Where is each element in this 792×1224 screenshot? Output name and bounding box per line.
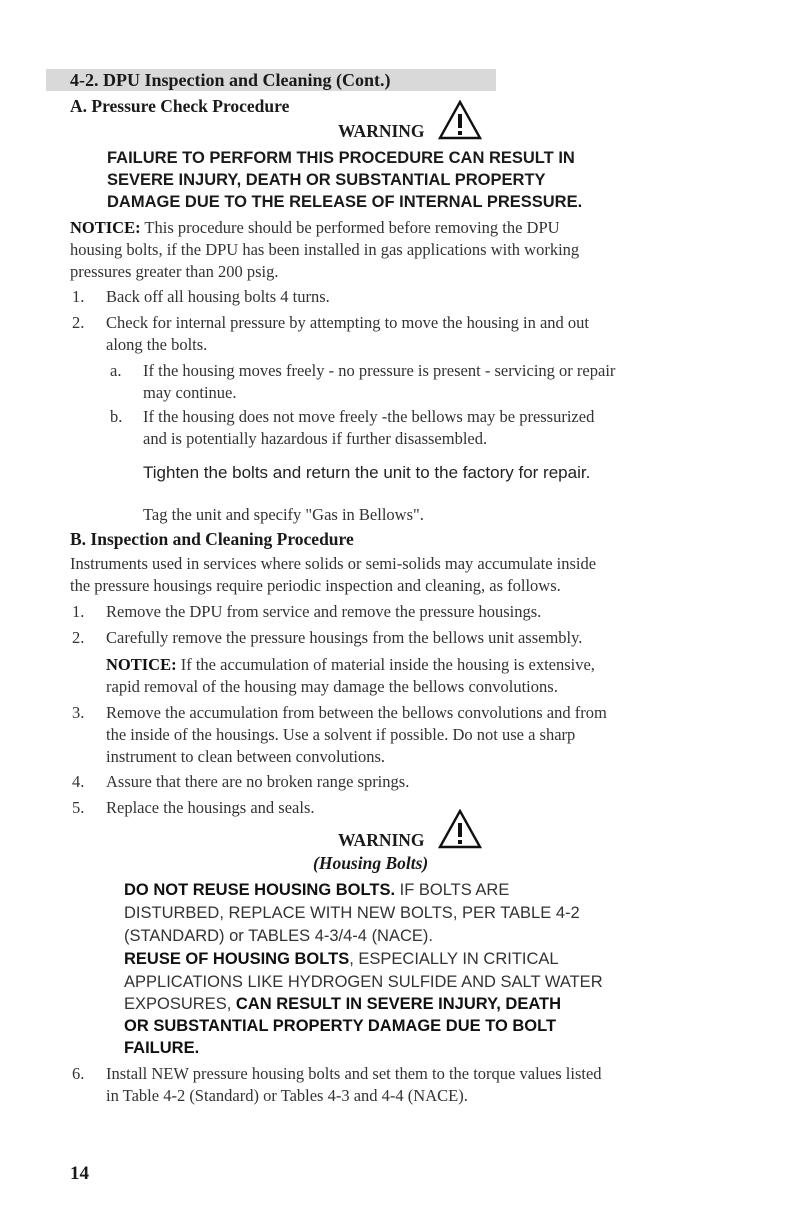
step-b2-number: 2.: [72, 628, 85, 647]
step-b3-text-1: Remove the accumulation from between the bellows convolutions and from: [106, 703, 607, 722]
notice-a-line-1: This procedure should be performed before removing the DPU: [140, 218, 560, 237]
warning-a-line-1: FAILURE TO PERFORM THIS PROCEDURE CAN RESULT IN: [107, 149, 575, 167]
notice-a-line-3: pressures greater than 200 psig.: [70, 262, 279, 281]
step-b4-text: Assure that there are no broken range springs.: [106, 772, 410, 791]
notice-b-line-1: If the accumulation of material inside the housing is extensive,: [176, 655, 595, 674]
warning-label-a: WARNING: [338, 121, 425, 141]
step-a2-text-2: along the bolts.: [106, 335, 208, 354]
part-b-intro-1: Instruments used in services where solids or semi-solids may accumulate inside: [70, 554, 597, 573]
tag-note: Tag the unit and specify "Gas in Bellows".: [143, 505, 424, 524]
warning-b-p2-line-3-bold: CAN RESULT IN SEVERE INJURY, DEATH: [235, 995, 562, 1013]
warning-b-p2-line-4-text: OR SUBSTANTIAL PROPERTY DAMAGE DUE TO BOLT: [124, 1017, 557, 1035]
warning-b-p2-line-4: [124, 1015, 556, 1037]
step-b3-text-2: the inside of the housings. Use a solvent if possible. Do not use a sharp: [106, 725, 576, 744]
step-b6-number: 6.: [72, 1064, 85, 1083]
part-a-title: A. Pressure Check Procedure: [70, 96, 290, 116]
warning-b-p2-rest: , ESPECIALLY IN CRITICAL: [349, 950, 559, 968]
notice-a: [70, 217, 560, 239]
warning-a-line-2: SEVERE INJURY, DEATH OR SUBSTANTIAL PROPERTY: [107, 171, 546, 189]
warning-b-p2-line-3: [124, 993, 561, 1015]
step-b4-number: 4.: [72, 772, 85, 791]
notice-a-label: NOTICE:: [70, 218, 141, 237]
section-title: 4-2. DPU Inspection and Cleaning (Cont.): [70, 70, 391, 90]
part-b-intro-2: the pressure housings require periodic inspection and cleaning, as follows.: [70, 576, 561, 595]
substep-b-letter: b.: [110, 407, 123, 426]
step-b5-text: Replace the housings and seals.: [106, 798, 315, 817]
step-b6-text-2: in Table 4-2 (Standard) or Tables 4-3 and 4-4 (NACE).: [106, 1086, 468, 1105]
step-b3-number: 3.: [72, 703, 85, 722]
warning-triangle-icon: [438, 809, 482, 849]
warning-b-p2-line-5: [124, 1037, 199, 1059]
notice-b-label: NOTICE:: [106, 655, 177, 674]
step-b3-text-3: instrument to clean between convolutions.: [106, 747, 386, 766]
warning-b-p2-line-1: [124, 948, 559, 970]
step-b6-text-1: Install NEW pressure housing bolts and set them to the torque values listed: [106, 1064, 602, 1083]
warning-b-p1-line-1: [124, 879, 509, 901]
substep-b-text-2: and is potentially hazardous if further disassembled.: [143, 429, 488, 448]
warning-triangle-icon: [438, 100, 482, 140]
part-b-title: B. Inspection and Cleaning Procedure: [70, 529, 354, 549]
warning-b-p2-line-3-plain: EXPOSURES,: [124, 995, 236, 1013]
step-b1-text: Remove the DPU from service and remove the pressure housings.: [106, 602, 542, 621]
substep-a-text-1: If the housing moves freely - no pressure is present - servicing or repair: [143, 361, 616, 380]
step-b5-number: 5.: [72, 798, 85, 817]
warning-b-p2-line-5-text: FAILURE.: [124, 1039, 200, 1057]
page-number: 14: [70, 1163, 89, 1184]
warning-b-p1-line-3: (STANDARD) or TABLES 4-3/4-4 (NACE).: [124, 927, 433, 945]
substep-a-text-2: may continue.: [143, 383, 237, 402]
warning-b-p1-bold: DO NOT REUSE HOUSING BOLTS.: [124, 881, 396, 899]
notice-b-line-2: rapid removal of the housing may damage the bellows convolutions.: [106, 677, 558, 696]
notice-b: [106, 654, 595, 676]
warning-b-p1-line-2: DISTURBED, REPLACE WITH NEW BOLTS, PER TABLE 4-2: [124, 904, 580, 922]
step-a2-text-1: Check for internal pressure by attempting to move the housing in and out: [106, 313, 589, 332]
step-a1-text: Back off all housing bolts 4 turns.: [106, 287, 330, 306]
step-b1-number: 1.: [72, 602, 85, 621]
warning-b-p2-bold: REUSE OF HOUSING BOLTS: [124, 950, 350, 968]
substep-b-text-1: If the housing does not move freely -the bellows may be pressurized: [143, 407, 595, 426]
warning-a-line-3: DAMAGE DUE TO THE RELEASE OF INTERNAL PRESSURE.: [107, 193, 583, 211]
warning-label-b: WARNING: [338, 830, 425, 850]
warning-b-subtitle: (Housing Bolts): [313, 853, 429, 873]
notice-a-line-2: housing bolts, if the DPU has been installed in gas applications with working: [70, 240, 580, 259]
warning-b-p2-line-2: APPLICATIONS LIKE HYDROGEN SULFIDE AND SALT WATER: [124, 973, 603, 991]
step-b2-text: Carefully remove the pressure housings from the bellows unit assembly.: [106, 628, 583, 647]
step-a1-number: 1.: [72, 287, 85, 306]
step-a2-number: 2.: [72, 313, 85, 332]
substep-a-letter: a.: [110, 361, 122, 380]
warning-b-p1-rest: IF BOLTS ARE: [395, 881, 510, 899]
tighten-note: Tighten the bolts and return the unit to the factory for repair.: [143, 463, 591, 482]
